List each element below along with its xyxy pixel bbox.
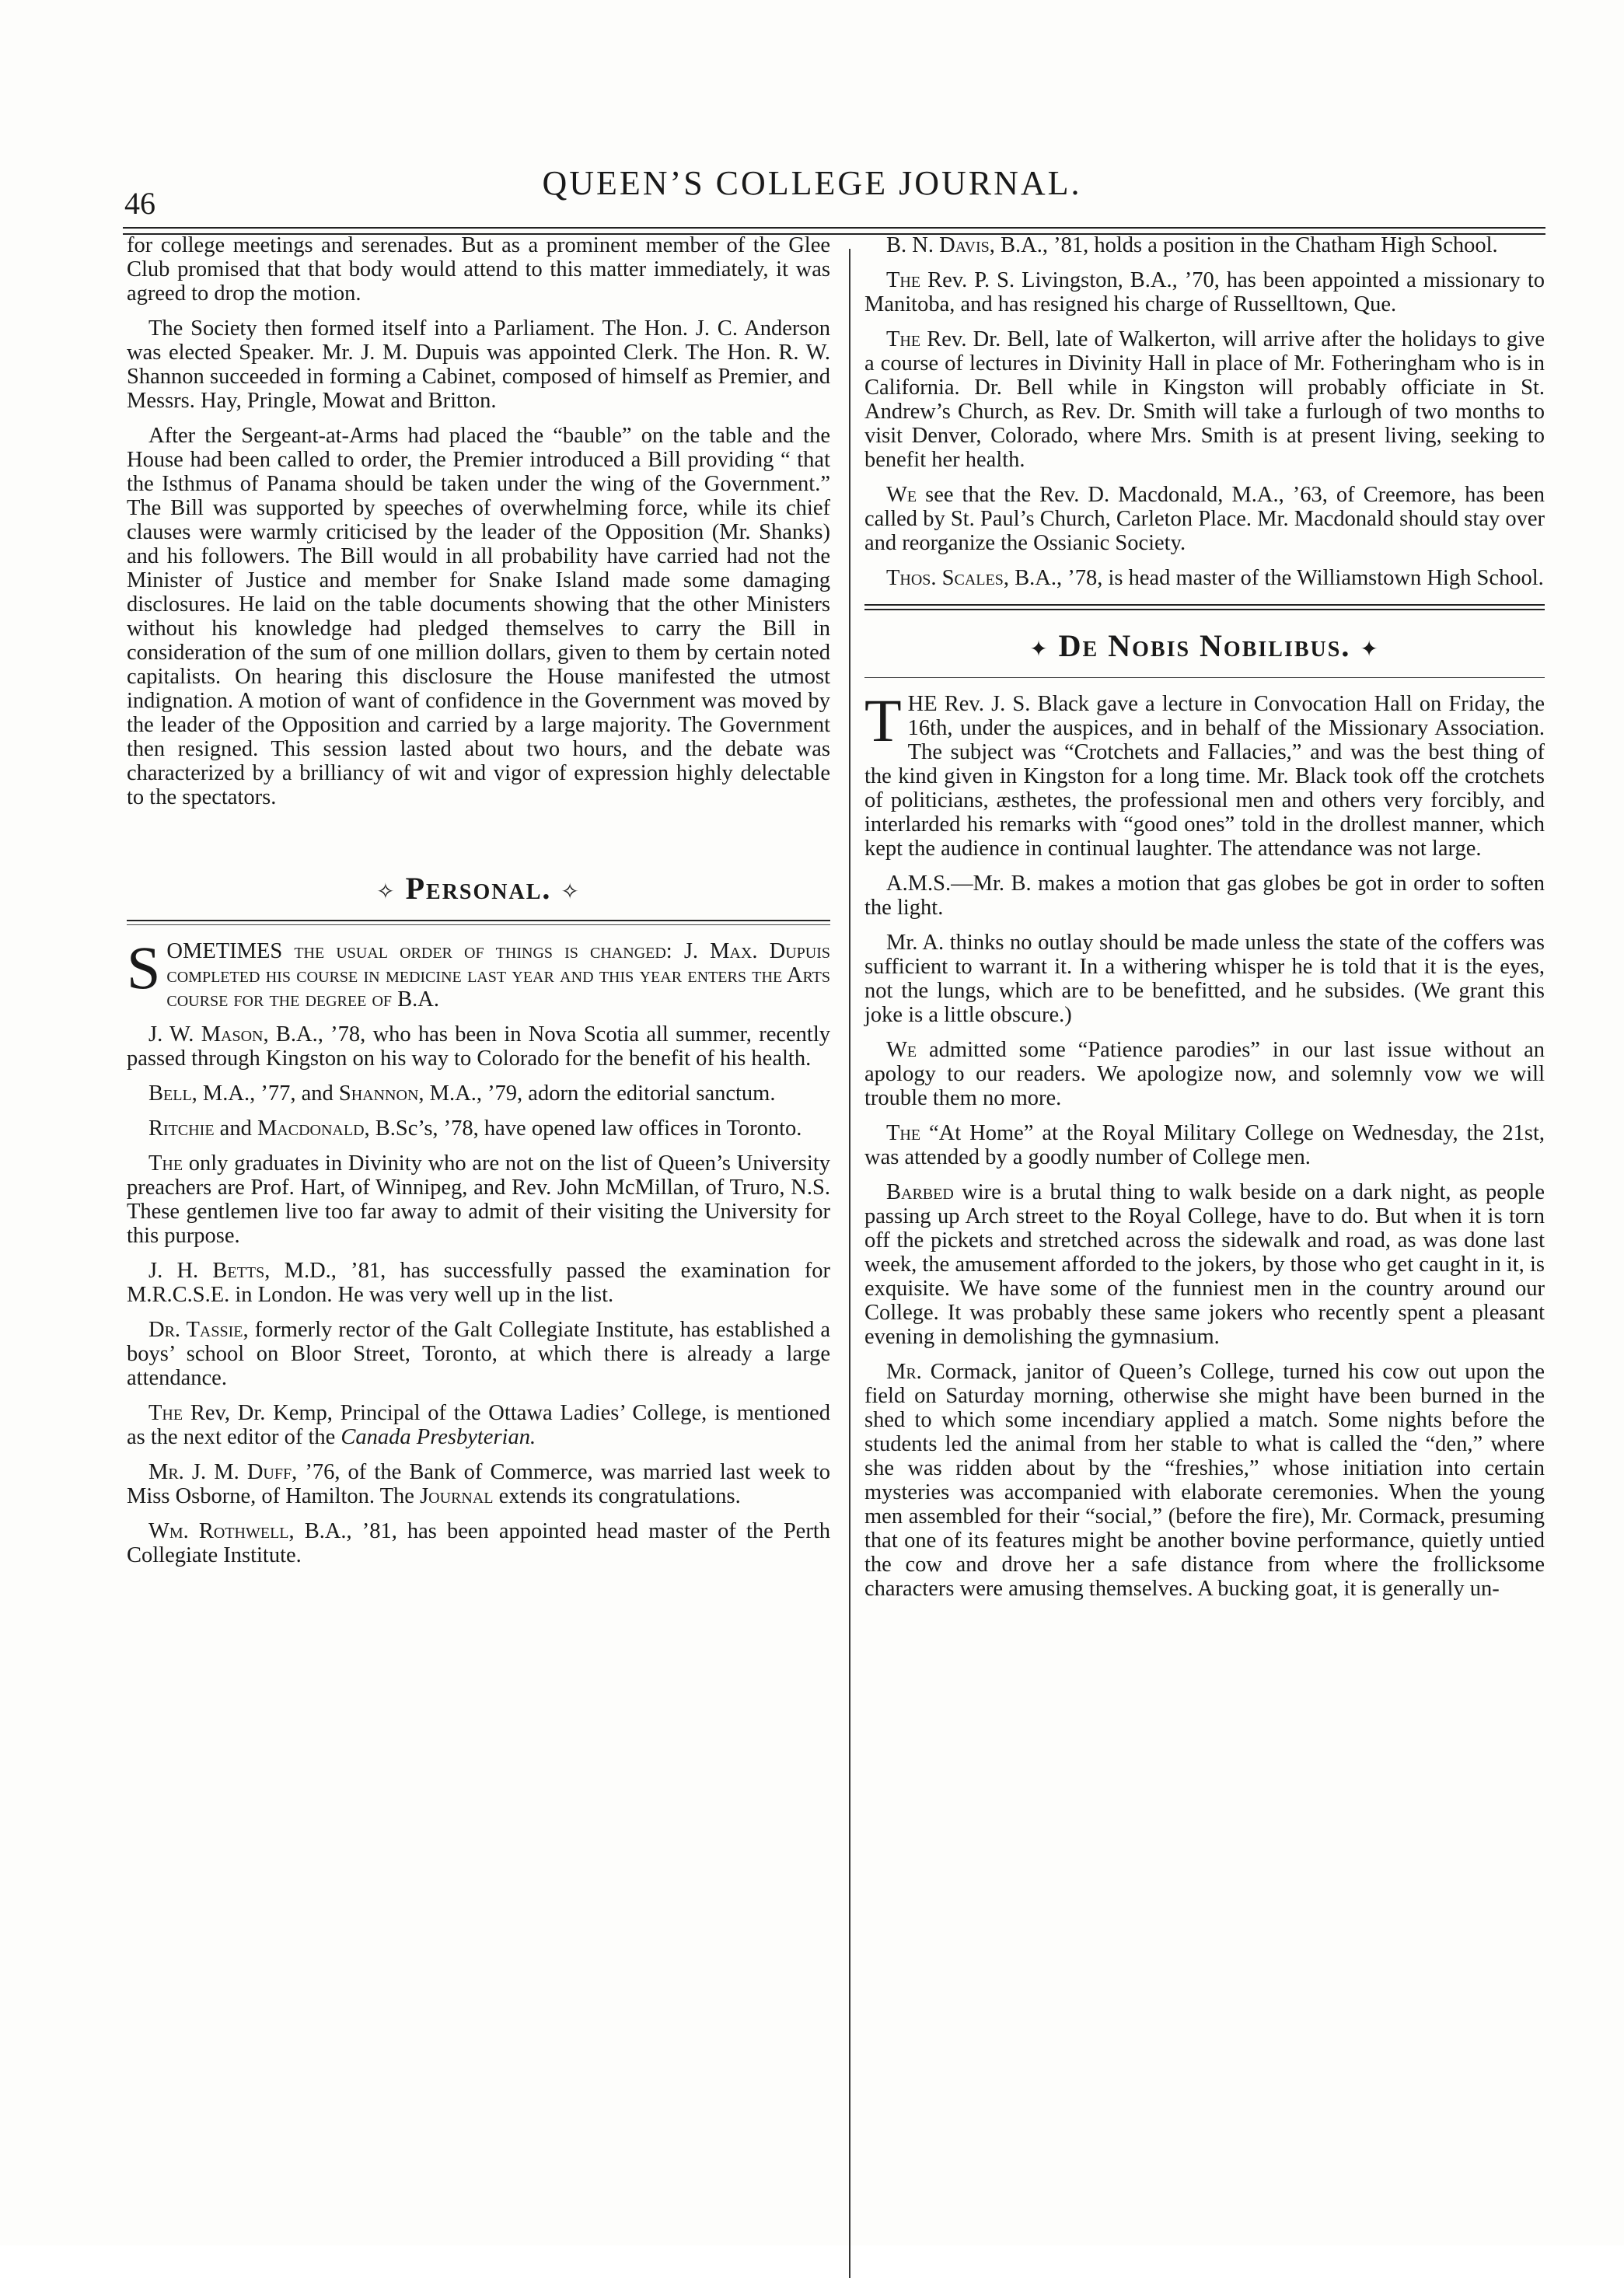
paragraph: J. W. Mason, B.A., ’78, who has been in Nova Scotia all summer, recently passed through Kingston on his way to Colorado for the benefit of his health. <box>127 1022 831 1071</box>
paragraph: The Rev. P. S. Livingston, B.A., ’70, has been appointed a missionary to Manitoba, and has resigned his charge of Russelltown, Que. <box>864 268 1545 316</box>
left-column <box>127 233 830 1578</box>
paragraph: Barbed wire is a brutal thing to walk beside on a dark night, as people passing up Arch street to the Royal College, have to do. But when it is torn off the pickets and stretched across the sidewalk and road, as was done last week, the amusement afforded to the jokers, by those who get caught in it, is exquisite. We have some of the funniest men in the country around our College. It was probably these same jokers who recently spent a pleasant evening in demolishing the gymnasium. <box>864 1180 1545 1349</box>
ornament-icon: ✧ <box>561 880 581 904</box>
paragraph: The Rev. Dr. Bell, late of Walkerton, will arrive after the holidays to give a course of lectures in Divinity Hall in place of Mr. Fotheringham who is in California. Dr. Bell while in Kingston will probably officiate in St. Andrew’s Church, as Rev. Dr. Smith will take a furlough of two months to visit Denver, Colorado, where Mrs. Smith is at present living, seeking to benefit her health. <box>864 327 1545 472</box>
masthead-title: QUEEN’S COLLEGE JOURNAL. <box>542 164 1082 202</box>
header-rule <box>123 227 1545 229</box>
paragraph: SOMETIMES the usual order of things is changed: J. Max. Dupuis completed his course in medicine last year and this year enters the Arts course for the degree of B.A. <box>127 934 830 1011</box>
paragraph: Mr. J. M. Duff, ’76, of the Bank of Commerce, was married last week to Miss Osborne, of Hamilton. The Journal extends its congratulations. <box>127 1460 830 1508</box>
heading-text: Personal. <box>405 871 552 906</box>
paragraph: The “At Home” at the Royal Military College on Wednesday, the 21st, was attended by a goodly number of College men. <box>864 1121 1545 1169</box>
heading-text: De Nobis Nobilibus. <box>1058 628 1351 663</box>
section-rule-lower <box>864 609 1545 610</box>
paragraph: The Rev, Dr. Kemp, Principal of the Ottawa Ladies’ College, is mentioned as the next editor of the Canada Presbyterian. <box>127 1401 830 1449</box>
ornament-icon: ✦ <box>1360 638 1380 662</box>
blank-space <box>127 820 830 844</box>
section-heading-de-nobis <box>864 628 1545 663</box>
paragraph: Bell, M.A., ’77, and Shannon, M.A., ’79, adorn the editorial sanctum. <box>148 1081 776 1106</box>
paragraph: J. H. Betts, M.D., ’81, has successfully passed the examination for M.R.C.S.E. in London. He was very well up in the list. <box>127 1259 830 1307</box>
drop-cap: S <box>127 934 161 1001</box>
paragraph: THE Rev. J. S. Black gave a lecture in Convocation Hall on Friday, the 16th, under the auspices, and in behalf of the Missionary Association. The subject was “Crotchets and Fallacies,” and was the best thing of the kind given in Kingston for a long time. Mr. Black took off the crotchets of politicians, æsthetes, the professional men and others very forcibly, and interlarded his remarks with “good ones” told in the drollest manner, which kept the audience in continual laughter. The attendance was not large. <box>864 687 1545 861</box>
paragraph: Wm. Rothwell, B.A., ’81, has been appointed head master of the Perth Collegiate Institute. <box>127 1519 830 1567</box>
section-rule-thin <box>127 924 830 925</box>
paragraph: for college meetings and serenades. But as a prominent member of the Glee Club promised that that body would attend to this matter immediately, it was agreed to drop the motion. <box>127 233 830 306</box>
paragraph: We see that the Rev. D. Macdonald, M.A., ’63, of Creemore, has been called by St. Paul’s Church, Carleton Place. Mr. Macdonald should stay over and reorganize the Ossianic Society. <box>864 483 1545 555</box>
paragraph: The only graduates in Divinity who are not on the list of Queen’s University preachers are Prof. Hart, of Winnipeg, and Rev. John McMillan, of Truro, N.S. These gentlemen live too far away to admit of their visiting the University for this purpose. <box>127 1151 830 1248</box>
column-rule <box>849 249 850 2278</box>
section-heading-personal <box>127 871 830 906</box>
paragraph: Thos. Scales, B.A., ’78, is head master of the Williamstown High School. <box>886 566 1544 590</box>
paragraph: A.M.S.—Mr. B. makes a motion that gas globes be got in order to soften the light. <box>864 872 1545 920</box>
paragraph: The Society then formed itself into a Parliament. The Hon. J. C. Anderson was elected Speaker. Mr. J. M. Dupuis was appointed Clerk. The Hon. R. W. Shannon succeeded in forming a Cabinet, composed of himself as Premier, and Messrs. Hay, Pringle, Mowat and Britton. <box>127 316 830 413</box>
paragraph: B. N. Davis, B.A., ’81, holds a position in the Chatham High School. <box>886 233 1498 257</box>
drop-cap: T <box>864 687 902 754</box>
paragraph: Dr. Tassie, formerly rector of the Galt Collegiate Institute, has established a boys’ school on Bloor Street, Toronto, at which there is already a large attendance. <box>127 1318 830 1390</box>
paragraph: Ritchie and Macdonald, B.Sc’s, ’78, have opened law offices in Toronto. <box>148 1116 802 1141</box>
paragraph: Mr. Cormack, janitor of Queen’s College, turned his cow out upon the field on Saturday morning, otherwise she might have been burned in the shed to which some incendiary applied a match. Some nights before the students led the animal from her stable to what is called the “den,” where she was ridden about by the “freshies,” whose initiation into certain mysteries was accompanied with elaborate ceremonies. When the young men assembled for their “social,” (before the fire), Mr. Cormack, presuming that one of its features might be another bovine performance, quietly untied the cow and drove her a safe distance from where the frollicksome characters were amusing themselves. A bucking goat, it is generally un- <box>864 1360 1545 1601</box>
page-number: 46 <box>124 186 155 221</box>
paragraph: We admitted some “Patience parodies” in our last issue without an apology to our readers. We apologize now, and solemnly vow we will trouble them no more. <box>864 1038 1545 1110</box>
ornament-icon: ✧ <box>376 880 396 904</box>
section-rule-thin <box>864 677 1545 678</box>
section-rule <box>127 920 830 921</box>
paragraph: Mr. A. thinks no outlay should be made unless the state of the coffers was sufficient to warrant it. In a withering whisper he is told that it is the eyes, not the lungs, which are to be benefitted, and he subsides. (We grant this joke is a little obscure.) <box>864 931 1545 1027</box>
right-column <box>864 233 1545 1612</box>
ornament-icon: ✦ <box>1029 638 1049 662</box>
section-rule <box>864 604 1545 606</box>
paragraph: After the Sergeant-at-Arms had placed the “bauble” on the table and the House had been called to order, the Premier introduced a Bill providing “ that the Isthmus of Panama should be taken under the wing of the Government.” The Bill was supported by speeches of overwhelming force, while its chief clauses were warmly criticised by the leader of the Opposition (Mr. Shanks) and his followers. The Bill would in all probability have carried had not the Minister of Justice and member for Snake Island made some damaging disclosures. He laid on the table documents showing that the other Ministers without his knowledge had pledged themselves to carry the Bill in consideration of the sum of one million dollars, given to them by certain noted capitalists. On hearing this disclosure the House manifested the utmost indignation. A motion of want of confidence in the Government was moved by the leader of the Opposition and carried by a large majority. The Government then resigned. This session lasted about two hours, and the debate was characterized by a brilliancy of wit and vigor of expression highly delectable to the spectators. <box>127 424 830 809</box>
